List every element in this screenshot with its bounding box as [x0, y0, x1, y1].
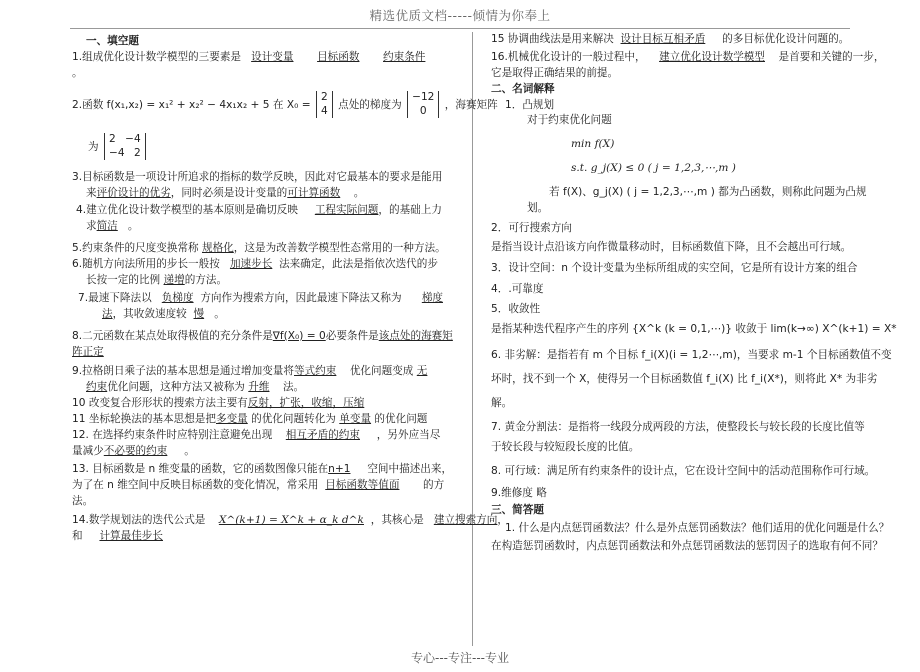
q6-line-2: 长按一定的比例 递增的方法。: [86, 274, 228, 287]
q1-text: 1.组成优化设计数学模型的三要素是: [72, 50, 242, 63]
question-14: 14.数学规划法的迭代公式是 X^(k+1) = X^k + α_k d^k ，其核心是 建立搜索方向，: [72, 514, 508, 527]
q2-hessian: 为 2 −4 −4 2: [72, 130, 458, 164]
q1-answer-1: 设计变量: [251, 50, 294, 63]
question-15: 15 协调曲线法是用来解决 设计目标互相矛盾 的多目标优化设计问题的。: [491, 33, 850, 45]
column-divider: [472, 32, 473, 646]
question-16: 16.机械优化设计的一般过程中， 建立优化设计数学模型 是首要和关键的一步，: [491, 50, 885, 63]
q12-line-2: 量减少不必要的约束 。: [72, 444, 195, 457]
question-9: 9.拉格朗日乘子法的基本思想是通过增加变量将等式约束 优化问题变成 无: [72, 365, 428, 378]
header-rule: [70, 28, 850, 29]
q14-line-2: 和 计算最佳步长: [72, 530, 163, 543]
def-6-line-3: 解。: [491, 397, 513, 410]
question-4: 4.建立优化设计数学模型的基本原则是确切反映 工程实际问题，的基础上力: [76, 204, 442, 217]
question-1: [72, 50, 458, 66]
question-10: 10 改变复合形形状的搜索方法主要有反射，扩张，收缩，压缩: [72, 397, 365, 410]
question-3: 3.目标函数是一项设计所追求的指标的数学反映，因此对它最基本的要求是能用: [72, 170, 443, 183]
question-7: 7.最速下降法以 负梯度 方向作为搜索方向，因此最速下降法又称为 梯度: [78, 291, 443, 304]
right-column: [491, 32, 897, 555]
section-fill-blank: 一、填空题: [86, 35, 139, 47]
q8-line-2: 阵正定: [72, 345, 104, 358]
q2-text-2: 点处的梯度为: [338, 98, 402, 111]
question-12: 12. 在选择约束条件时应特别注意避免出现 相互矛盾的约束 ，另外应当尽: [72, 429, 441, 442]
def-6-line-1: 6. 非劣解：是指若有 m 个目标 f_i(X)(i = 1,2⋯,m)，当要求 m-1 个目标函数值不变: [491, 349, 892, 362]
question-5: 5.约束条件的尺度变换常称 规格化，这是为改善数学模型性态常用的一种方法。: [72, 242, 446, 255]
q16-line-2: 它是取得正确结果的前提。: [491, 66, 619, 79]
q1-answer-2: 目标函数: [317, 50, 360, 63]
question-11: 11 坐标轮换法的基本思想是把多变量 的优化问题转化为 单变量 的优化问题: [72, 413, 428, 426]
q2-point-matrix: 2 4: [316, 91, 333, 117]
q1-end: 。: [72, 66, 83, 79]
section-definitions: 二、名词解释: [491, 82, 555, 95]
question-2: [72, 88, 498, 122]
def-1-min: min f(X): [571, 138, 615, 151]
q2-text-1: 2.函数 f(x₁,x₂) = x₁² + x₂² − 4x₁x₂ + 5 在 X₀ =: [72, 98, 311, 111]
q7-line-2: 法，其收敛速度较 慢 。: [102, 307, 225, 320]
page-footer: 专心---专注---专业: [411, 651, 509, 665]
section-short-answer: 三、简答题: [491, 504, 544, 517]
def-1-text: 对于约束优化问题: [527, 114, 612, 127]
question-6: 6.随机方向法所用的步长一般按 加速步长 法来确定，此法是指依次迭代的步: [72, 258, 438, 271]
page-header: 精选优质文档-----倾情为你奉上: [369, 8, 551, 23]
q1-answer-3: 约束条件: [383, 50, 426, 63]
def-5-text: 是指某种迭代程序产生的序列 {X^k (k = 0,1,⋯)} 收敛于 lim(k→∞) X^(k+1) = X*: [491, 323, 897, 336]
def-1-constraint: s.t. g_j(X) ≤ 0 ( j = 1,2,3,⋯,m ): [571, 162, 736, 175]
q3-line-2: 来评价设计的优劣，同时必须是设计变量的可计算函数 。: [86, 186, 365, 199]
def-7-line-1: 7. 黄金分割法：是指将一线段分成两段的方法，使整段长与较长段的长度比值等: [491, 420, 865, 433]
def-6-line-2: 坏时，找不到一个 X，使得另一个目标函数值 f_i(X) 比 f_i(X*)，则将此 X* 为非劣: [491, 373, 878, 386]
q4-line-2: 求简洁 。: [86, 220, 139, 233]
short-answer-1-line-2: 在构造惩罚函数时，内点惩罚函数法和外点惩罚函数法的惩罚因子的选取有何不同？: [491, 540, 883, 553]
q2-text-3: ，海赛矩阵: [444, 98, 498, 111]
def-2-text: 是指当设计点沿该方向作微量移动时，目标函数值下降，且不会越出可行域。: [491, 240, 852, 253]
left-column: [72, 32, 508, 545]
short-answer-1-line-1: 1. 什么是内点惩罚函数法？什么是外点惩罚函数法？他们适用的优化问题是什么？: [505, 522, 890, 535]
q2-gradient-matrix: −12 0: [407, 91, 439, 117]
def-1-conclusion: 若 f(X)、g_j(X) ( j = 1,2,3,⋯,m ) 都为凸函数，则称此问题为凸规: [549, 186, 867, 199]
def-2-title: 2．可行搜索方向: [491, 221, 572, 234]
q13-line-2: 为了在 n 维空间中反映目标函数的变化情况，常采用 目标函数等值面 的方: [72, 478, 445, 491]
def-7-line-2: 于较长段与较短段长度的比值。: [491, 440, 640, 453]
q13-line-3: 法。: [72, 494, 94, 507]
def-5-title: 5．收敛性: [491, 303, 541, 316]
q2-hessian-matrix: 2 −4 −4 2: [104, 133, 146, 159]
def-1-title: 1．凸规划: [505, 98, 555, 111]
question-8: 8.二元函数在某点处取得极值的充分条件是∇f(X₀) = 0必要条件是该点处的海赛矩: [72, 329, 453, 342]
def-3: 3．设计空间：n 个设计变量为坐标所组成的实空间，它是所有设计方案的组合: [491, 261, 858, 274]
q9-line-2: 约束优化问题，这种方法又被称为 升维 法。: [86, 381, 305, 394]
def-1-end: 划。: [527, 202, 549, 215]
def-8: 8. 可行域：满足所有约束条件的设计点，它在设计空间中的活动范围称作可行域。: [491, 464, 876, 477]
def-4: 4．.可靠度: [491, 282, 544, 295]
question-13: 13. 目标函数是 n 维变量的函数，它的函数图像只能在n+1 空间中描述出来，: [72, 462, 453, 475]
def-9: 9.维修度 略: [491, 486, 547, 499]
